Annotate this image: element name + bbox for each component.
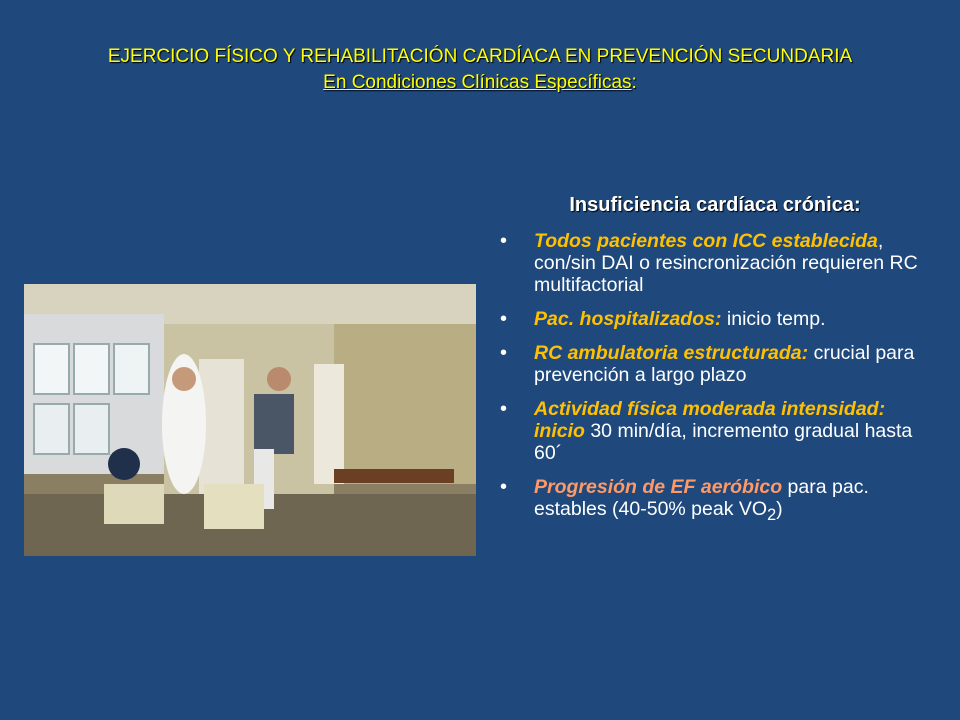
- title-line-1: EJERCICIO FÍSICO Y REHABILITACIÓN CARDÍACA EN PREVENCIÓN SECUNDARIA: [107, 46, 853, 67]
- bullet-emphasis: Pac. hospitalizados:: [534, 308, 722, 330]
- bullet-tail: ): [776, 498, 783, 520]
- bullet-emphasis: Actividad física moderada intensidad: inicio: [534, 398, 886, 442]
- bullet-text: para pac. estables (40-50% peak VO: [534, 476, 869, 520]
- bullet-dot-icon: •: [500, 476, 508, 498]
- section-subtitle: Insuficiencia cardíaca crónica:: [569, 194, 861, 216]
- bullet-item: [496, 398, 936, 464]
- bullet-dot-icon: •: [500, 308, 508, 330]
- bullet-dot-icon: •: [500, 342, 508, 364]
- title-colon: :: [631, 72, 637, 93]
- bullet-subscript: 2: [767, 505, 777, 524]
- bullet-emphasis: RC ambulatoria estructurada:: [534, 342, 809, 364]
- bullet-dot-icon: •: [500, 230, 508, 252]
- rehab-room-photo: [24, 284, 476, 556]
- bullet-text: 30 min/día, incremento gradual hasta 60´: [534, 420, 913, 464]
- bullet-emphasis: Progresión de EF aeróbico: [534, 476, 783, 498]
- bullet-dot-icon: •: [500, 398, 508, 420]
- bullet-text: crucial para prevención a largo plazo: [534, 342, 915, 386]
- bullet-emphasis: Todos pacientes con ICC establecida: [534, 230, 878, 252]
- bullet-item: [496, 342, 936, 386]
- bullet-item: [496, 230, 936, 296]
- bullet-item: [496, 476, 936, 526]
- slide-title: [0, 44, 960, 96]
- bullet-item: [496, 308, 936, 330]
- title-line-2: En Condiciones Clínicas Específicas: [323, 72, 632, 93]
- bullet-list: [496, 230, 936, 538]
- bullet-text: , con/sin DAI o resincronización requieren RC multifactorial: [534, 230, 918, 296]
- bullet-text: inicio temp.: [721, 308, 826, 330]
- photo-illustration: [24, 284, 476, 556]
